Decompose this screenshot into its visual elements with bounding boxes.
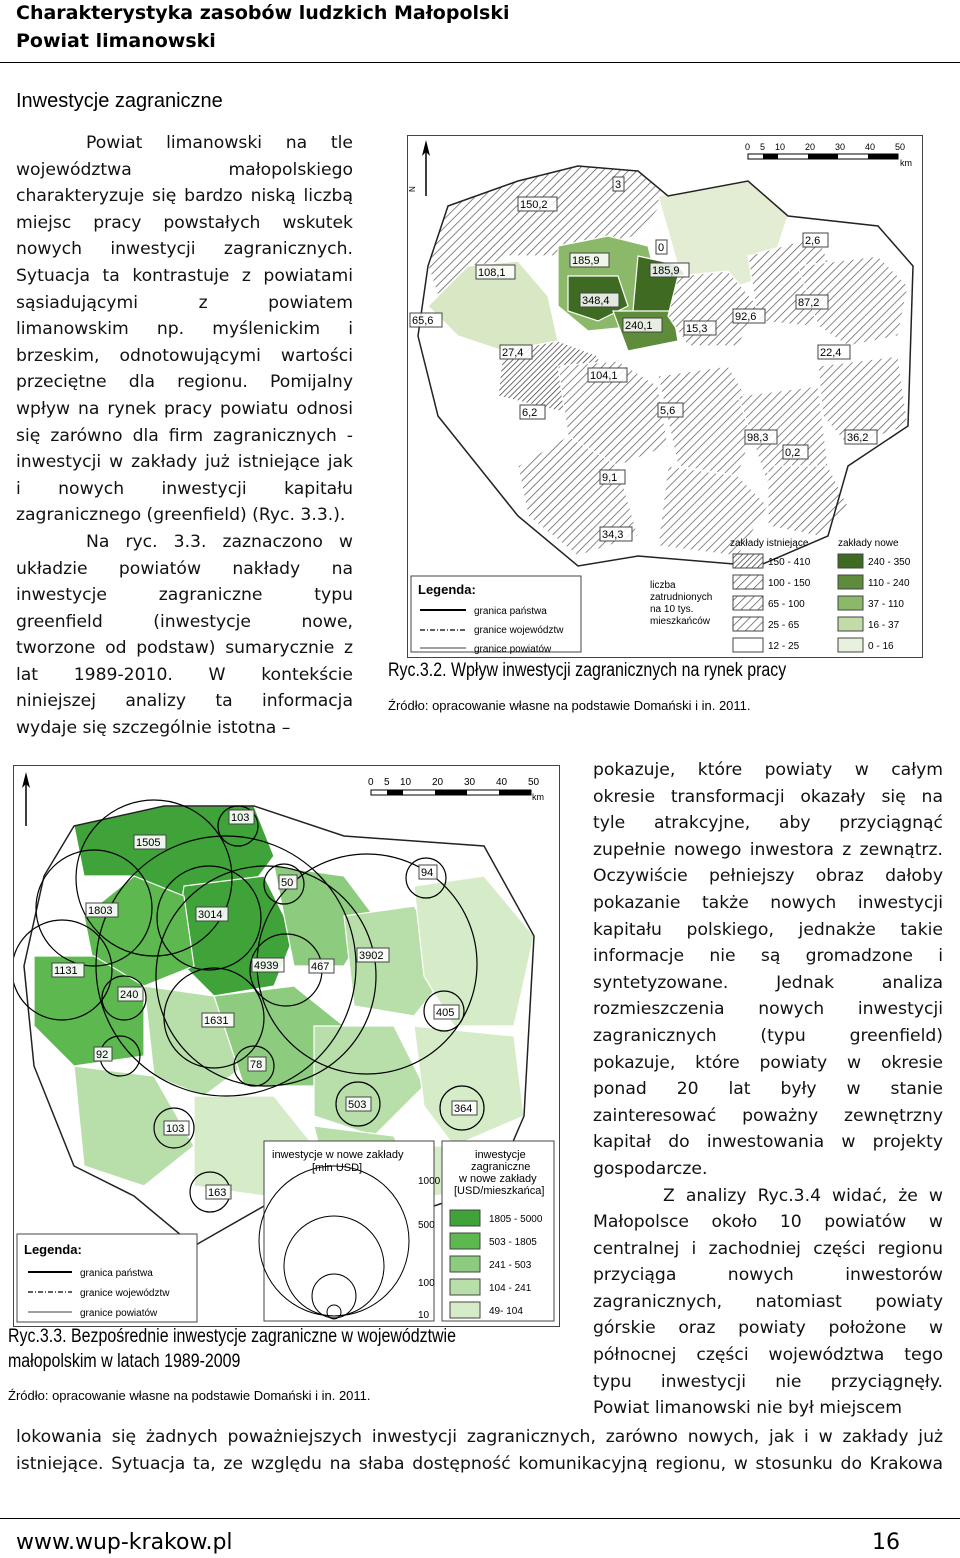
text-line: rozmieszczenia nowych inwestycji <box>593 999 943 1020</box>
class-label-existing: 25 - 65 <box>768 620 800 631</box>
value-label: 1631 <box>204 1015 229 1027</box>
value-label: 98,3 <box>747 432 769 444</box>
text-line: zagranicznego (greenfield) (Ryc. 3.3.). <box>16 505 346 526</box>
value-label: 503 <box>348 1099 367 1111</box>
fig1-measure-4: mieszkańców <box>650 616 711 627</box>
text-line: ponad 20 lat były w stanie <box>593 1079 943 1100</box>
text-line: tyle atrakcyjne, aby przyciągnąć <box>593 813 943 834</box>
footer-page-number: 16 <box>872 1530 900 1555</box>
color-legend-title-2: zagraniczne <box>471 1161 531 1173</box>
text-line: inwestycji w zakłady już istniejące jak <box>16 452 353 473</box>
legend-line-label: granice powiatów <box>80 1308 158 1319</box>
color-class-swatch <box>450 1210 480 1226</box>
class-swatch-existing <box>733 575 763 589</box>
value-label: 65,6 <box>412 315 434 327</box>
class-swatch-existing <box>733 554 763 568</box>
class-swatch-new <box>838 575 863 589</box>
north-arrow-icon <box>22 772 30 826</box>
text-line: niniejszej analizy ta informacja <box>16 691 353 712</box>
value-label: 348,4 <box>582 295 610 307</box>
text-line: limanowskim np. myślenickim i <box>16 319 353 340</box>
legend-line-label: granice województw <box>80 1288 170 1299</box>
value-label: 150,2 <box>520 199 548 211</box>
value-label: 163 <box>208 1187 227 1199</box>
scale-tick: 40 <box>496 777 508 788</box>
scale-tick: 5 <box>760 142 766 152</box>
text-line: inwestycje zagraniczne typu <box>16 585 353 606</box>
class-swatch-existing <box>733 638 763 652</box>
value-label: 36,2 <box>847 432 869 444</box>
value-label: 9,1 <box>602 472 618 484</box>
text-line: Na ryc. 3.3. zaznaczono w <box>86 531 353 552</box>
text-line: przeciętne dla regionu. Pomijalny <box>16 372 353 393</box>
labour-market-map-svg <box>408 136 922 657</box>
text-line: zagranicznych, natomiast powiaty <box>593 1291 943 1312</box>
value-label: 2,6 <box>805 235 821 247</box>
value-label: 87,2 <box>798 297 820 309</box>
value-label: 15,3 <box>686 323 708 335</box>
text-line: północnej części województwa tego <box>593 1345 943 1366</box>
color-legend-title-3: w nowe zakłady <box>459 1173 537 1185</box>
fdi-map-svg <box>14 766 559 1326</box>
circle-size-label: 1000 <box>418 1176 441 1187</box>
color-class-label: 49- 104 <box>489 1306 523 1317</box>
value-label: 4939 <box>254 960 279 972</box>
text-line: Oczywiście pełniejszy obraz dałoby <box>593 866 943 887</box>
fig1-source: Źródło: opracowanie własne na podstawie Domański i in. 2011. <box>388 698 751 713</box>
text-line: się zarówno dla firm zagranicznych - <box>16 425 353 446</box>
text-line: greenfield (inwestycje nowe, <box>16 611 353 632</box>
text-line: Małopolsce około 10 powiatów w <box>593 1212 943 1233</box>
text-line: typu inwestycji nie przyciągnęły. <box>593 1371 943 1392</box>
text-line: pokazuje, które powiaty w okresie <box>593 1052 943 1073</box>
text-line: kapitał do inwestowania w projekty <box>593 1132 943 1153</box>
fig2-legend-title: Legenda: <box>24 1242 82 1257</box>
value-label: 92,6 <box>735 311 757 323</box>
bottom-text <box>16 1424 943 1477</box>
class-label-existing: 100 - 150 <box>768 578 811 589</box>
value-label: 405 <box>436 1007 455 1019</box>
scale-tick: 50 <box>528 777 540 788</box>
value-label: 50 <box>281 877 294 889</box>
fig1-col-new: zakłady nowe <box>838 538 899 549</box>
fig1-col-existing: zakłady istniejące <box>730 538 809 549</box>
scale-tick: 30 <box>835 142 846 152</box>
color-class-label: 241 - 503 <box>489 1260 532 1271</box>
north-arrow-icon <box>422 140 430 196</box>
circle-size-label: 500 <box>418 1220 435 1231</box>
value-label: 1131 <box>54 965 78 977</box>
text-line: i nowych inwestycji kapitału <box>16 478 353 499</box>
text-line: lat 1989-2010. W kontekście <box>16 664 353 685</box>
legend-line-label: granica państwa <box>80 1268 153 1279</box>
scale-bar <box>371 790 531 795</box>
legend-line-label: granica państwa <box>474 606 547 617</box>
text-line: pokazanie także nowych inwestycji <box>593 892 943 913</box>
value-label: 0,2 <box>785 447 801 459</box>
text-line: pokazuje, które powiaty w całym <box>593 760 943 780</box>
color-class-swatch <box>450 1233 480 1249</box>
fig2-caption-1: Ryc.3.3. Bezpośrednie inwestycje zagraniczne w województwie <box>8 1326 456 1347</box>
color-legend-title-4: [USD/mieszkańca] <box>454 1185 545 1197</box>
class-label-new: 0 - 16 <box>868 641 894 652</box>
value-label: 185,9 <box>572 255 600 267</box>
value-label: 6,2 <box>522 407 538 419</box>
text-line: wydaje się szczególnie istotna – <box>16 718 291 739</box>
text-line: charakteryzuje się bardzo niską liczbą <box>16 186 353 207</box>
legend-line-label: granice województw <box>474 625 564 636</box>
scale-tick: 10 <box>775 142 786 152</box>
circle-legend-title-2: [mln USD] <box>312 1162 363 1174</box>
text-line: gospodarcze. <box>593 1158 708 1179</box>
text-line: zainteresować poważny zewnętrzny <box>593 1105 943 1126</box>
value-label: 1505 <box>136 837 161 849</box>
text-line: okresie transformacji okazały się na <box>593 786 943 807</box>
scale-bar <box>748 154 898 159</box>
class-label-existing: 65 - 100 <box>768 599 805 610</box>
text-line: przyciąga nowych inwestorów <box>593 1265 943 1286</box>
circle-size-label: 10 <box>418 1310 430 1321</box>
class-swatch-existing <box>733 617 763 631</box>
scale-tick: 20 <box>805 142 816 152</box>
class-swatch-existing <box>733 596 763 610</box>
color-class-label: 1805 - 5000 <box>489 1214 543 1225</box>
text-line: górskie oraz powiaty położone w <box>593 1318 943 1339</box>
class-label-existing: 12 - 25 <box>768 641 800 652</box>
page-header <box>0 0 960 63</box>
scale-tick: 20 <box>432 777 444 788</box>
value-label: 27,4 <box>502 347 524 359</box>
text-line: nowych inwestycji zagranicznych. <box>16 239 353 260</box>
text-line: sąsiadującymi z powiatem <box>16 292 353 313</box>
value-label: 104,1 <box>590 370 618 382</box>
left-column-text <box>16 130 353 742</box>
value-label: 22,4 <box>820 347 842 359</box>
text-line: lokowania się żadnych poważniejszych inwestycji zagranicznych, zarówno nowych, jak i w zakłady już <box>16 1427 943 1447</box>
fig1-measure-1: liczba <box>650 580 676 591</box>
color-legend-title-1: inwestycje <box>475 1149 526 1161</box>
value-label: 92 <box>96 1049 109 1061</box>
county-regions <box>428 166 908 556</box>
text-line: kapitału polskiego, jednakże takie <box>593 919 943 940</box>
class-label-new: 16 - 37 <box>868 620 900 631</box>
scale-unit: km <box>532 792 544 802</box>
text-line: Powiat limanowski na tle <box>86 133 353 153</box>
class-swatch-new <box>838 554 863 568</box>
value-label: 108,1 <box>478 267 506 279</box>
text-line: układzie powiatów nakłady na <box>16 558 353 579</box>
scale-tick: 0 <box>368 777 374 788</box>
text-line: Powiat limanowski nie był miejscem <box>593 1398 902 1419</box>
text-line: brzeskim, odnotowującymi wartości <box>16 345 353 366</box>
scale-unit: km <box>900 158 912 168</box>
value-label: 240 <box>120 989 139 1001</box>
circle-size-label: 100 <box>418 1278 435 1289</box>
footer-divider <box>0 1518 960 1519</box>
fig1-caption: Ryc.3.2. Wpływ inwestycji zagranicznych na rynek pracy <box>388 660 787 681</box>
fig1-measure-2: zatrudnionych <box>650 592 713 603</box>
text-line: wpływ na rynek pracy powiatu odnosi <box>16 398 353 419</box>
text-line: zagranicznych (typu greenfield) <box>593 1025 943 1046</box>
value-label: 185,9 <box>652 265 680 277</box>
value-label: 0 <box>658 242 665 254</box>
text-line: syntetyzowane. Jednak analiza <box>593 972 943 993</box>
value-label: 364 <box>454 1103 473 1115</box>
color-class-swatch <box>450 1256 480 1272</box>
figure-fdi-map <box>13 765 560 1327</box>
value-label: 5,6 <box>660 405 676 417</box>
text-line: centralnej i zachodniej części regionu <box>593 1238 943 1259</box>
value-label: 103 <box>166 1123 185 1135</box>
section-title: Inwestycje zagraniczne <box>16 90 223 112</box>
class-swatch-new <box>838 617 863 631</box>
color-class-label: 104 - 241 <box>489 1283 532 1294</box>
class-label-new: 37 - 110 <box>868 599 904 610</box>
fig1-measure-3: na 10 tys. <box>650 604 694 615</box>
text-line: tworzone od podstaw) sumarycznie z <box>16 638 353 659</box>
scale-tick: 5 <box>384 777 390 788</box>
value-label: 94 <box>421 867 434 879</box>
text-line: zupełnie nowego inwestora z zewnątrz. <box>593 839 943 860</box>
scale-tick: 0 <box>745 142 751 152</box>
value-label: 240,1 <box>625 320 653 332</box>
text-line: informacje nie są gromadzone i <box>593 946 943 967</box>
fig2-caption-2: małopolskim w latach 1989-2009 <box>8 1351 241 1372</box>
header-title: Charakterystyka zasobów ludzkich Małopolski <box>16 2 510 24</box>
scale-tick: 10 <box>400 777 412 788</box>
text-line: Sytuacja ta kontrastuje z powiatami <box>16 265 353 286</box>
value-label: 1803 <box>88 905 113 917</box>
color-class-swatch <box>450 1279 480 1295</box>
value-label: 467 <box>311 961 330 973</box>
right-column-text <box>593 757 943 1422</box>
scale-tick: 30 <box>464 777 476 788</box>
fig1-legend-title: Legenda: <box>418 582 476 597</box>
class-swatch-new <box>838 596 863 610</box>
value-label: 3014 <box>198 909 223 921</box>
value-label: 3902 <box>359 950 384 962</box>
circle-legend-title-1: inwestycje w nowe zakłady <box>272 1149 404 1161</box>
text-line: istniejące. Sytuacja ta, ze względu na słaba dostępność komunikacyjną regionu, w stosunku do Krakowa <box>16 1453 943 1474</box>
class-label-existing: 150 - 410 <box>768 557 811 568</box>
footer-url[interactable]: www.wup-krakow.pl <box>16 1530 233 1555</box>
value-label: 34,3 <box>602 529 624 541</box>
scale-tick: 50 <box>895 142 906 152</box>
color-class-label: 503 - 1805 <box>489 1237 537 1248</box>
figure-labour-market-map <box>407 135 923 658</box>
legend-line-label: granice powiatów <box>474 644 552 655</box>
header-subtitle: Powiat limanowski <box>16 30 216 52</box>
fig2-source: Źródło: opracowanie własne na podstawie Domański i in. 2011. <box>8 1388 371 1403</box>
north-label: N <box>408 186 417 192</box>
value-label: 78 <box>250 1059 263 1071</box>
class-label-new: 240 - 350 <box>868 557 911 568</box>
value-label: 103 <box>231 812 250 824</box>
text-line: województwa małopolskiego <box>16 159 353 180</box>
text-line: miejsc pracy powstałych wskutek <box>16 212 353 233</box>
text-line: Z analizy Ryc.3.4 widać, że w <box>663 1185 943 1206</box>
color-class-swatch <box>450 1302 480 1318</box>
value-label: 3 <box>615 179 622 191</box>
class-label-new: 110 - 240 <box>868 578 910 589</box>
scale-tick: 40 <box>865 142 876 152</box>
class-swatch-new <box>838 638 863 652</box>
